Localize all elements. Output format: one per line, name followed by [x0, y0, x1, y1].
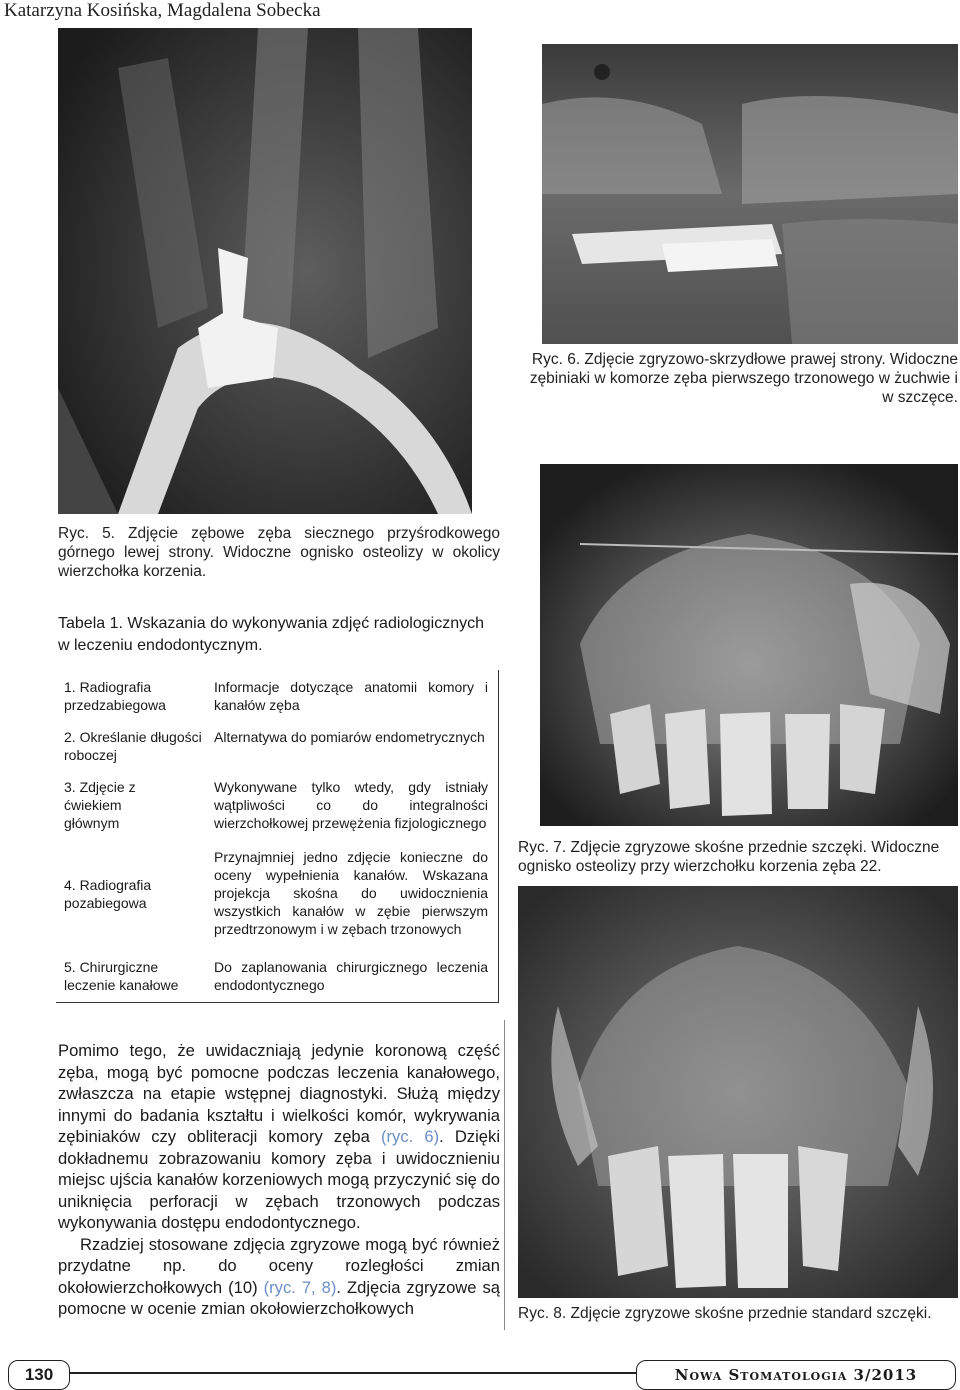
- table-row-label: 4. Radiografia pozabiegowa: [64, 877, 152, 911]
- figure-ryc6-caption: Ryc. 6. Zdjęcie zgryzowo-skrzydłowe prawej strony. Widoczne zębiniaki w komorze zęba pierwszego trzonowego w żuchwie i w szczęce.: [529, 351, 958, 406]
- table-row-text: Informacje dotyczące anatomii komory i kanałów zęba: [214, 679, 488, 713]
- body-paragraph-1: [58, 1040, 500, 1234]
- body-text: [58, 1040, 500, 1320]
- figure-ryc7-caption: Ryc. 7. Zdjęcie zgryzowe skośne przednie szczęki. Widoczne ognisko osteolizy przy wierzchołku korzenia zęba 22.: [518, 839, 940, 875]
- column-divider: [504, 1020, 505, 1330]
- body-paragraph-2: [58, 1234, 500, 1320]
- table-row-label: 1. Radiografia przedzabiegowa: [64, 679, 166, 713]
- journal-name: Nowa Stomatologia 3/2013: [636, 1360, 956, 1390]
- figure-ryc6-xray: [542, 44, 958, 344]
- body-text-span: . Dzięki dokładnemu zobrazowaniu komory zęba i uwidocznieniu miejsc ujścia kanałów korzeniowych mogą przyczynić się do uniknięcia perforacji w zębach trzonowych podczas wykonywania dostępu endodontycznego.: [58, 1127, 501, 1232]
- figure-ryc8-xray: [518, 886, 958, 1298]
- table-row-text: Przynajmniej jedno zdjęcie konieczne do oceny wypełnienia kanałów. Wskazana projekcja skośna do uwidocznienia wszystkich kanałów w zębie pierwszym przedtrzonowym i w zębach trzonowych: [214, 849, 488, 937]
- indications-table: [56, 670, 499, 1003]
- table-row-label: 5. Chirurgiczne leczenie kanałowe: [64, 959, 179, 993]
- page-number: 130: [8, 1360, 70, 1390]
- figure-reference-ryc7-8[interactable]: (ryc. 7, 8): [263, 1277, 337, 1297]
- body-text-span: Rzadziej stosowane zdjęcia zgryzowe mogą być również przydatne np. do oceny rozległości zmian okołowierzchołkowych (10): [58, 1234, 500, 1297]
- figure-ryc5-xray: [58, 28, 472, 514]
- footer-rule: [68, 1372, 638, 1374]
- table-row-label: 3. Zdjęcie z ćwiekiem głównym: [64, 779, 136, 831]
- table-row-text: Wykonywane tylko wtedy, gdy istniały wątpliwości co do integralności wierzchołkowej przewężenia fizjologicznego: [214, 779, 488, 831]
- table-row-text: Alternatywa do pomiarów endometrycznych: [214, 729, 485, 745]
- table-row-label: 2. Określanie długości roboczej: [64, 729, 202, 763]
- body-text-span: . Zdjęcia zgryzowe są pomocne w ocenie zmian okołowierzchołkowych: [58, 1277, 500, 1318]
- body-text-span: Pomimo tego, że uwidaczniają jedynie koronową część zęba, mogą być pomocne podczas leczenia kanałowego, zwłaszcza na etapie wstępnej diagnostyki. Służą między innymi do badania kształtu i wielkości komór, wykrywania zębiniaków czy obliteracji komory zęba: [58, 1041, 500, 1146]
- running-header-authors: Katarzyna Kosińska, Magdalena Sobecka: [4, 0, 321, 21]
- figure-ryc7-xray: [540, 464, 958, 826]
- table-title: Tabela 1. Wskazania do wykonywania zdjęć radiologicznych w leczeniu endodontycznym.: [58, 615, 484, 654]
- figure-reference-ryc6[interactable]: (ryc. 6): [380, 1127, 440, 1146]
- figure-ryc5-caption: Ryc. 5. Zdjęcie zębowe zęba siecznego przyśrodkowego górnego lewej strony. Widoczne ognisko osteolizy w okolicy wierzchołka korzenia.: [58, 525, 500, 580]
- figure-ryc8-caption: Ryc. 8. Zdjęcie zgryzowe skośne przednie standard szczęki.: [518, 1305, 932, 1322]
- table-row-text: Do zaplanowania chirurgicznego leczenia endodontycznego: [214, 959, 488, 993]
